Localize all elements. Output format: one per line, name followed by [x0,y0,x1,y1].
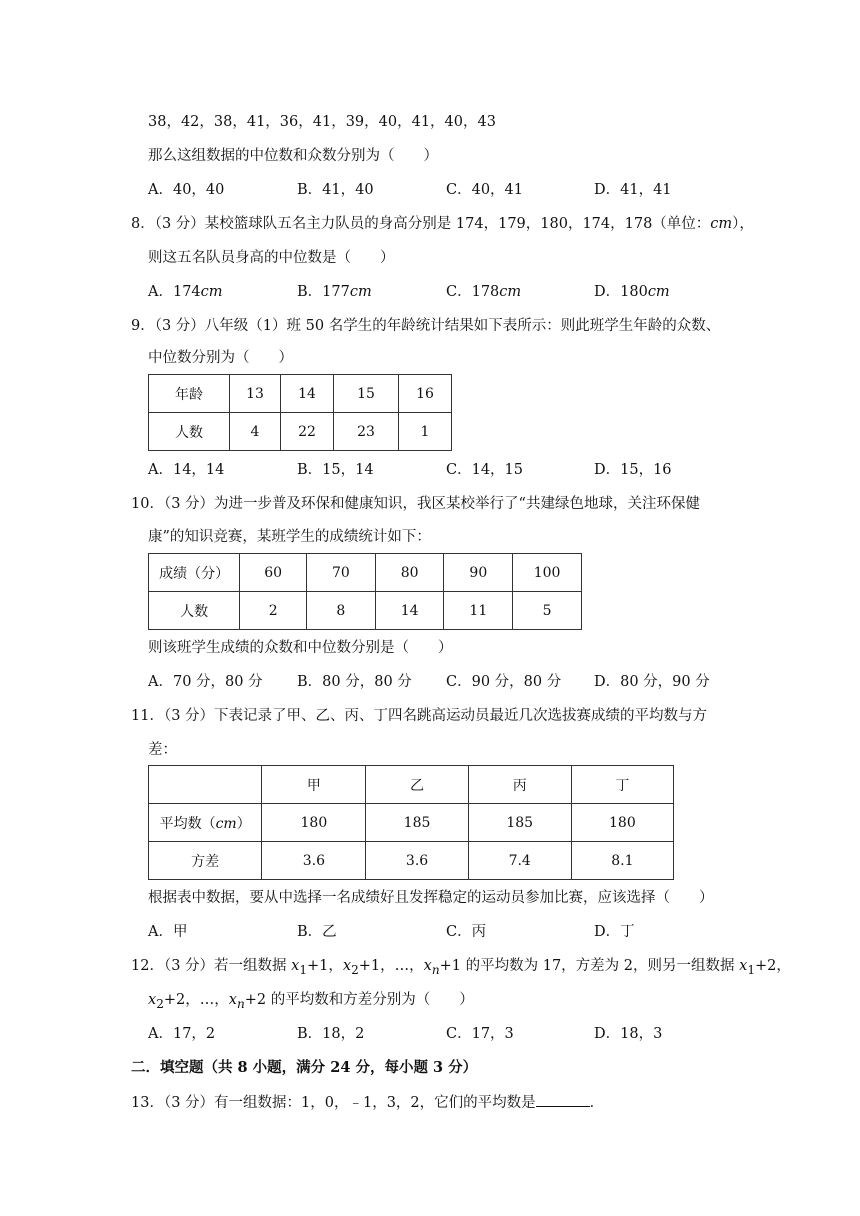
q10-stem-line2: 康”的知识竞赛，某班学生的成绩统计如下： [148,529,431,545]
table-cell: 15 [334,375,399,413]
q11-option-d[interactable]: D．丁 [594,924,635,940]
table-cell: 5 [513,592,582,630]
section-title: 二．填空题（共 8 小题，满分 24 分，每小题 3 分） [131,1059,478,1076]
table-cell: 180 [571,804,673,842]
table-cell: 11 [444,592,513,630]
table-row [149,554,582,592]
table-cell: 乙 [366,766,468,804]
q7-option-c[interactable]: C．40，41 [446,182,523,198]
q7-option-d[interactable]: D．41，41 [594,182,672,198]
q11-option-a[interactable]: A．甲 [148,924,188,940]
q10-score-table [148,553,582,630]
q12-stem-line1: 12．（3 分）若一组数据 $x_1+1$，$x_2+1$，…，$x_n+1$ 的平均数为 17，方差为 2，则另一组数据 $x_1+2$， [131,958,791,977]
q11-stem-line2: 差： [148,742,177,758]
q9-age-table [148,374,452,451]
table-cell: 年龄 [149,375,230,413]
q8-stem-line1: 8．（3 分）某校篮球队五名主力队员的身高分别是 174，179，180，174，178（单位：cm）， [131,216,754,232]
table-cell: 8.1 [571,842,673,880]
q12-stem-line2: $x_2+2$，…，$x_n+2$ 的平均数和方差分别为（ ） [148,992,474,1011]
q10-option-a[interactable]: A．70 分，80 分 [148,674,263,690]
q8-option-b[interactable]: B．177cm [297,284,372,300]
q9-option-c[interactable]: C．14，15 [446,462,523,478]
table-cell: 90 [444,554,513,592]
table-cell: 16 [399,375,452,413]
q13-stem: 13．（3 分）有一组数据：1，0，﹣1，3，2，它们的平均数是 ． [131,1092,604,1113]
q7-option-b[interactable]: B．41，40 [297,182,374,198]
table-cell: 平均数（cm） [149,804,262,842]
table-cell: 7.4 [468,842,571,880]
q7-data-line: 38，42，38，41，36，41，39，40，41，40，43 [148,114,496,130]
table-cell [149,766,262,804]
table-cell: 方差 [149,842,262,880]
table-cell: 22 [281,413,334,451]
q11-option-c[interactable]: C．丙 [446,924,487,940]
table-cell: 180 [262,804,366,842]
table-cell: 60 [240,554,307,592]
q11-stem-line1: 11．（3 分）下表记录了甲、乙、丙、丁四名跳高运动员最近几次选拔赛成绩的平均数与方 [131,708,708,724]
table-cell: 3.6 [366,842,468,880]
q9-stem-line2: 中位数分别为（ ） [148,350,293,366]
q8-stem-line2: 则这五名队员身高的中位数是（ ） [148,250,395,266]
q7-question: 那么这组数据的中位数和众数分别为（ ） [148,148,438,164]
answer-blank[interactable] [536,1092,590,1107]
table-cell: 13 [230,375,281,413]
q7-option-a[interactable]: A．40，40 [148,182,225,198]
q12-option-c[interactable]: C．17，3 [446,1026,514,1042]
table-cell: 23 [334,413,399,451]
table-cell: 14 [375,592,444,630]
table-cell: 185 [366,804,468,842]
table-cell: 4 [230,413,281,451]
q9-option-a[interactable]: A．14，14 [148,462,225,478]
table-cell: 成绩（分） [149,554,240,592]
table-cell: 1 [399,413,452,451]
table-cell: 人数 [149,413,230,451]
q9-option-d[interactable]: D．15，16 [594,462,672,478]
table-cell: 2 [240,592,307,630]
table-cell: 甲 [262,766,366,804]
table-cell: 3.6 [262,842,366,880]
q10-stem-line1: 10．（3 分）为进一步普及环保和健康知识，我区某校举行了“共建绿色地球，关注环保健 [131,496,700,512]
table-cell: 80 [375,554,444,592]
q9-stem-line1: 9．（3 分）八年级（1）班 50 名学生的年龄统计结果如下表所示：则此班学生年龄的众数、 [131,318,721,334]
table-cell: 100 [513,554,582,592]
table-row [149,804,674,842]
q11-athlete-table [148,765,674,880]
q11-option-b[interactable]: B．乙 [297,924,337,940]
table-cell: 70 [307,554,376,592]
table-cell: 人数 [149,592,240,630]
q8-option-d[interactable]: D．180cm [594,284,670,300]
table-cell: 185 [468,804,571,842]
table-row [149,375,452,413]
table-cell: 丁 [571,766,673,804]
table-row [149,766,674,804]
q8-option-c[interactable]: C．178cm [446,284,522,300]
q8-option-a[interactable]: A．174cm [148,284,223,300]
q9-option-b[interactable]: B．15，14 [297,462,374,478]
table-row [149,842,674,880]
table-cell: 14 [281,375,334,413]
table-cell: 8 [307,592,376,630]
q10-option-b[interactable]: B．80 分，80 分 [297,674,412,690]
q10-option-c[interactable]: C．90 分，80 分 [446,674,562,690]
q11-question: 根据表中数据，要从中选择一名成绩好且发挥稳定的运动员参加比赛，应该选择（ ） [148,890,714,906]
q12-option-d[interactable]: D．18，3 [594,1026,663,1042]
q12-option-a[interactable]: A．17，2 [148,1026,216,1042]
table-row [149,592,582,630]
q10-question: 则该班学生成绩的众数和中位数分别是（ ） [148,640,453,656]
table-row [149,413,452,451]
table-cell: 丙 [468,766,571,804]
q10-option-d[interactable]: D．80 分，90 分 [594,674,710,690]
q12-option-b[interactable]: B．18，2 [297,1026,365,1042]
